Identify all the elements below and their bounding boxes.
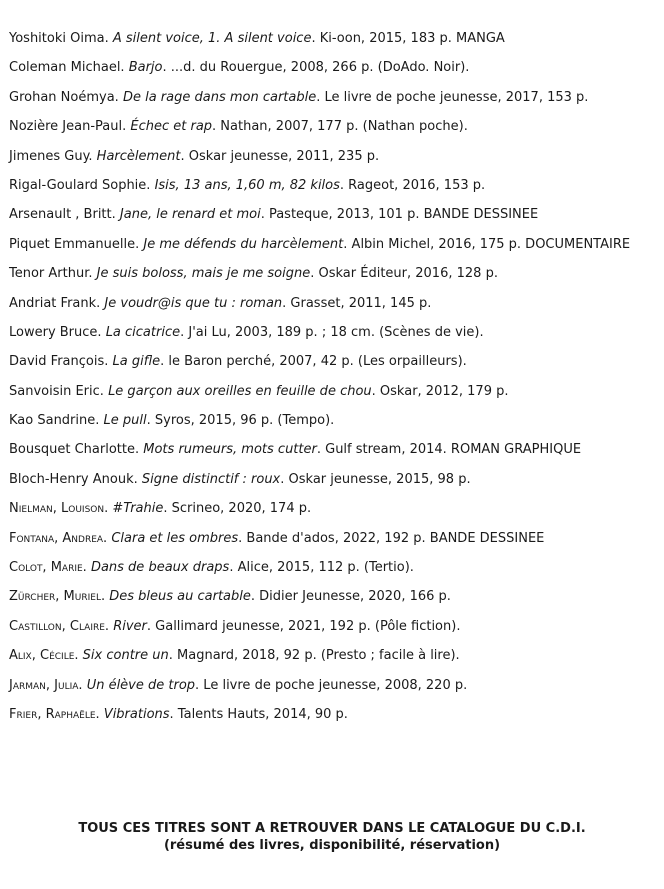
entry-author: Nozière Jean-Paul. [9, 119, 131, 135]
entry-details: . Gallimard jeunesse, 2021, 192 p. (Pôle fiction). [146, 618, 461, 634]
entry-author: Kao Sandrine. [9, 413, 104, 429]
bibliography-entry [9, 413, 656, 429]
entry-author: Zürcher, Muriel. [9, 589, 110, 605]
bibliography-entry [9, 560, 656, 576]
bibliography-entry [9, 325, 656, 341]
entry-author: Yoshitoki Oima. [9, 31, 113, 46]
entry-author: Grohan Noémya. [9, 89, 123, 105]
catalogue-notice [0, 821, 664, 854]
entry-title: River [113, 618, 147, 634]
entry-author: Nielman, Louison. [9, 501, 113, 517]
entry-title: Isis, 13 ans, 1,60 m, 82 kilos [154, 177, 340, 193]
entry-details: . J'ai Lu, 2003, 189 p. ; 18 cm. (Scènes de vie). [180, 324, 484, 340]
entry-author: Rigal-Goulard Sophie. [9, 177, 155, 193]
bibliography-entry [9, 501, 656, 517]
entry-details: . Magnard, 2018, 92 p. (Presto ; facile à lire). [168, 648, 460, 664]
entry-author: Alix, Cécile. [9, 648, 83, 664]
entry-details: . Pasteque, 2013, 101 p. BANDE DESSINEE [260, 207, 539, 223]
entry-author: Castillon, Claire. [9, 618, 114, 634]
entry-title: Le pull [103, 413, 147, 429]
bibliography-entry [9, 31, 656, 47]
bibliography-entry [9, 60, 656, 76]
entry-author: Tenor Arthur. [9, 266, 97, 282]
bibliography-entry [9, 442, 656, 458]
entry-title: Signe distinctif : roux [141, 471, 281, 487]
entry-author: Colot, Marie. [9, 560, 91, 576]
entry-details: . Alice, 2015, 112 p. (Tertio). [229, 560, 414, 576]
entry-details: . Didier Jeunesse, 2020, 166 p. [250, 589, 451, 605]
bibliography-entry [9, 296, 656, 312]
entry-author: Bloch-Henry Anouk. [9, 471, 142, 487]
entry-author: Arsenault , Britt. [9, 207, 120, 223]
entry-details: . Bande d'ados, 2022, 192 p. BANDE DESSINEE [238, 530, 545, 546]
bibliography-entry [9, 619, 656, 635]
entry-details: . Nathan, 2007, 177 p. (Nathan poche). [212, 119, 468, 135]
entry-title: Le garçon aux oreilles en feuille de chou [108, 383, 372, 399]
entry-details: . Le livre de poche jeunesse, 2017, 153 p. [316, 89, 589, 105]
entry-details: . Oskar, 2012, 179 p. [371, 383, 509, 399]
entry-details: . Le livre de poche jeunesse, 2008, 220 p. [195, 677, 468, 693]
entry-title: La gifle [112, 354, 161, 370]
entry-title: De la rage dans mon cartable [122, 89, 317, 105]
entry-title: #Trahie [112, 501, 164, 517]
entry-details: . Grasset, 2011, 145 p. [282, 295, 432, 311]
bibliography-entry [9, 119, 656, 135]
entry-details: . le Baron perché, 2007, 42 p. (Les orpailleurs). [160, 354, 467, 370]
entry-author: Piquet Emmanuelle. [9, 236, 144, 252]
bibliography-entry [9, 707, 656, 723]
entry-author: Jimenes Guy. [9, 148, 97, 164]
entry-details: . Oskar jeunesse, 2011, 235 p. [180, 148, 380, 164]
entry-author: Fontana, Andrea. [9, 530, 112, 546]
entry-details: . ...d. du Rouergue, 2008, 266 p. (DoAdo. Noir). [162, 60, 470, 76]
entry-title: Des bleus au cartable [109, 589, 251, 605]
entry-author: David François. [9, 354, 113, 370]
entry-author: Bousquet Charlotte. [9, 442, 144, 458]
entry-author: Coleman Michael. [9, 60, 129, 76]
bibliography-entry [9, 237, 656, 253]
entry-title: Vibrations [103, 706, 170, 722]
bibliography-entry [9, 472, 656, 488]
entry-title: Clara et les ombres [111, 530, 239, 546]
entry-details: . Ki-oon, 2015, 183 p. MANGA [311, 31, 505, 46]
entry-title: Dans de beaux draps [90, 560, 230, 576]
entry-author: Lowery Bruce. [9, 324, 106, 340]
entry-details: . Oskar jeunesse, 2015, 98 p. [280, 471, 471, 487]
entry-details: . Syros, 2015, 96 p. (Tempo). [146, 413, 335, 429]
bibliography-entry [9, 178, 656, 194]
entry-title: La cicatrice [105, 324, 181, 340]
bibliography-entry [9, 384, 656, 400]
entry-title: Je me défends du harcèlement [143, 236, 344, 252]
catalogue-notice-line2: (résumé des livres, disponibilité, réservation) [163, 837, 501, 853]
entry-title: Barjo [128, 60, 163, 76]
entry-details: . Albin Michel, 2016, 175 p. DOCUMENTAIRE [343, 236, 631, 252]
entry-title: Je suis boloss, mais je me soigne [96, 266, 311, 282]
entry-title: A silent voice, 1. A silent voice [112, 31, 312, 46]
bibliography-entry [9, 266, 656, 282]
entry-details: . Gulf stream, 2014. ROMAN GRAPHIQUE [316, 442, 582, 458]
entry-details: . Oskar Éditeur, 2016, 128 p. [310, 266, 498, 282]
entry-title: Six contre un [82, 648, 169, 664]
entry-title: Harcèlement [96, 148, 181, 164]
entry-author: Jarman, Julia. [9, 677, 87, 693]
bibliography-entry [9, 531, 656, 547]
entry-title: Un élève de trop [86, 677, 196, 693]
bibliography-entry [9, 90, 656, 106]
bibliography-entry [9, 207, 656, 223]
entry-title: Échec et rap [130, 119, 213, 135]
entry-title: Jane, le renard et moi [119, 207, 261, 223]
entry-title: Mots rumeurs, mots cutter [143, 442, 317, 458]
entry-details: . Rageot, 2016, 153 p. [339, 177, 486, 193]
entry-author: Sanvoisin Eric. [9, 383, 109, 399]
entry-details: . Talents Hauts, 2014, 90 p. [169, 706, 348, 722]
bibliography-entry [9, 354, 656, 370]
entry-author: Frier, Raphaële. [9, 706, 104, 722]
entry-details: . Scrineo, 2020, 174 p. [163, 501, 312, 517]
bibliography-entry [9, 149, 656, 165]
bibliography-entry [9, 678, 656, 694]
bibliography-entry [9, 589, 656, 605]
entry-author: Andriat Frank. [9, 295, 105, 311]
entry-title: Je voudr@is que tu : roman [104, 295, 283, 311]
bibliography-entry [9, 648, 656, 664]
catalogue-notice-line1: TOUS CES TITRES SONT A RETROUVER DANS LE CATALOGUE DU C.D.I. [78, 821, 586, 836]
